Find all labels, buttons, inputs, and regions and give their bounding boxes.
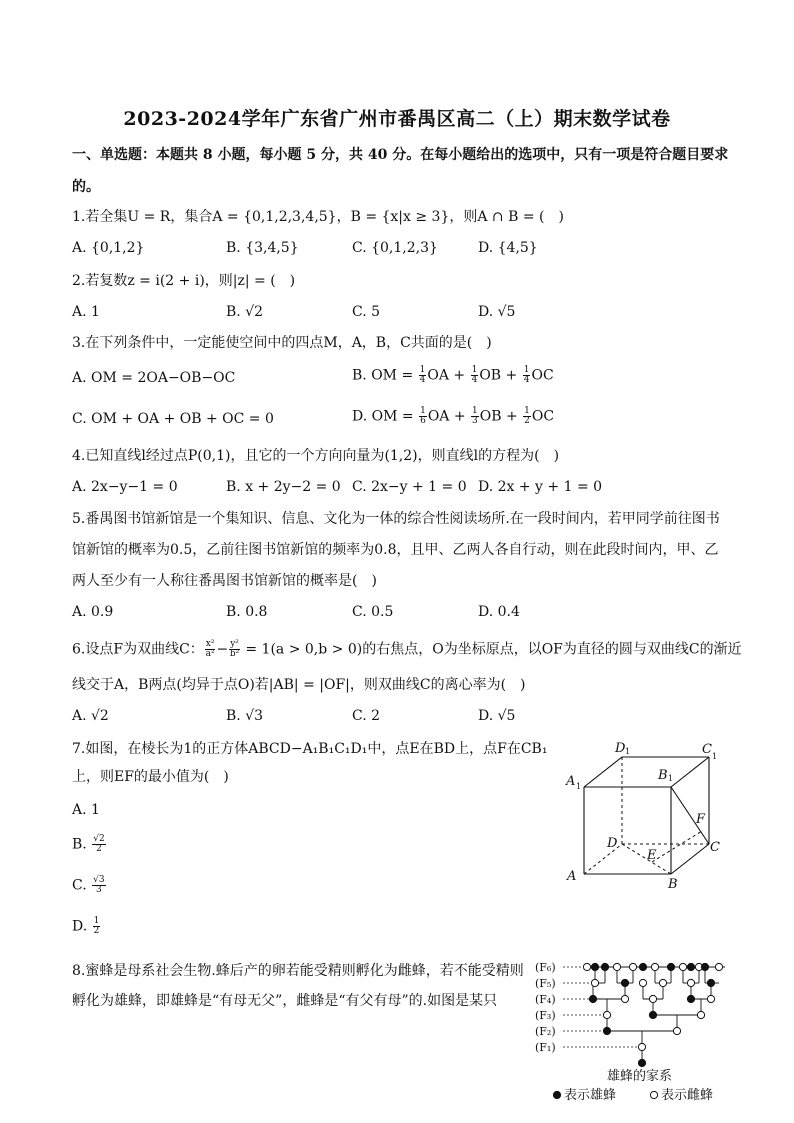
q1-option-a: A. {0,1,2} [72,240,145,256]
cube-edge-B1C1 [671,757,709,787]
q7-option-d [72,917,101,936]
q3-d-term-2: OB + [479,408,523,425]
cube-figure [560,735,730,895]
question-5-line-2: 馆新馆的概率为0.5，乙前往图书馆新馆的频率为0.8，且甲、乙两人各自行动，则在此段时间内，甲、乙 [72,542,719,558]
q6-option-d: D. √5 [478,708,516,724]
bee-top-10 [687,963,694,970]
bee-top-13 [715,963,722,970]
q3-d-frac-3: $\frac{1}{2}$ [524,406,530,426]
bee-f5-5 [707,995,714,1002]
bee-f6-5 [687,979,694,986]
legend-male-label: 表示雄蜂 [564,1088,617,1102]
q3-d-frac-1: $\frac{1}{6}$ [420,406,426,426]
q5-option-a: A. 0.9 [72,604,114,620]
cube-sub-C1: 1 [712,752,718,761]
cube-label-F: F [696,812,706,827]
segment-EF [652,831,702,862]
q3-d-term-1: OA + [427,408,471,425]
bee-f4-1 [603,1011,610,1018]
question-3-stem: 3.在下列条件中，一定能使空间中的四点M，A，B，C共面的是( ) [72,335,492,351]
q3-d-frac-2: $\frac{1}{3}$ [472,406,478,426]
q7-d-label: D. [72,918,88,935]
q5-option-b: B. 0.8 [226,604,268,620]
generation-label-f1: (F₁) [535,1041,556,1054]
question-6-line-2: 线交于A，B两点(均异于点O)若|AB| = |OF|，则双曲线C的离心率为( ) [72,677,526,693]
q3-d-prefix: D. OM = [352,408,419,425]
question-6-line-1: 6.设点F为双曲线C： $\frac{\text{x²}}{\text{a²}}$ − $\frac{\text{y²}}{\text{b²}}$ = 1(a > 0,b > 0)的右焦点，O为坐标原点，以OF为直径的圆与双曲线C的渐近 [72,639,742,659]
q7-d-frac: $\frac{1}{2}$ [93,916,100,936]
q6-line1-end: = 1(a > 0,b > 0)的右焦点，O为坐标原点，以OF为直径的圆与双曲线C的渐近 [240,641,742,658]
question-2-stem: 2.若复数z = i(2 + i)，则|z| = ( ) [72,273,296,289]
bee-f5-4 [687,995,694,1002]
q7-option-c [72,876,107,895]
generation-label-f4: (F₄) [535,993,556,1006]
bee-f6-4 [659,979,666,986]
cube-label-D: D [607,836,618,851]
q6-frac-x: $\frac{\text{x²}}{\text{a²}}$ [205,639,215,659]
cube-label-B1: B [658,768,668,783]
question-7-line-2: 上，则EF的最小值为( ) [72,769,229,785]
section-heading: 一、单选题：本题共 8 小题，每小题 5 分，共 40 分。在每小题给出的选项中，只有一项是符合题目要求 [72,147,729,163]
bee-f4-3 [697,1011,704,1018]
bee-f3-male [603,1027,610,1034]
cube-label-C: C [710,840,720,855]
cube-label-E: E [647,848,657,863]
bee-f6-2 [621,979,628,986]
q2-option-a: A. 1 [72,304,100,320]
q4-option-a: A. 2x−y−1 = 0 [72,479,178,495]
q3-d-term-3: OC [531,408,555,425]
generation-label-f2: (F₂) [535,1025,556,1038]
page-title: 2023-2024学年广东省广州市番禺区高二（上）期末数学试卷 [123,108,671,130]
bee-top-12 [701,963,708,970]
q3-option-c: C. OM + OA + OB + OC = 0 [72,411,274,427]
q3-b-frac-3: $\frac{1}{4}$ [523,365,530,385]
cube-label-A: A [567,869,577,884]
bee-top-3 [601,963,608,970]
cube-sub-B1: 1 [668,774,674,783]
bee-f3-female [673,1027,680,1034]
q4-option-c: C. 2x−y + 1 = 0 [352,479,467,495]
q3-b-frac-2: $\frac{1}{4}$ [471,365,478,385]
q6-option-a: A. √2 [72,708,109,724]
generation-label-f3: (F₃) [535,1009,556,1022]
bee-top-9 [679,963,686,970]
q6-option-b: B. √3 [226,708,264,724]
q3-b-prefix: B. OM = [352,367,418,384]
generation-label-f5: (F₅) [535,977,556,990]
question-4-stem: 4.已知直线l经过点P(0,1)，且它的一个方向向量为(1,2)，则直线l的方程为( ) [72,448,560,464]
bee-top-2 [591,963,598,970]
q6-line1-start: 6.设点F为双曲线C： [72,641,204,658]
q6-frac-y: $\frac{\text{y²}}{\text{b²}}$ [229,639,240,659]
q1-option-d: D. {4,5} [478,240,538,256]
section-heading-cont: 的。 [72,179,100,195]
q3-b-term-2: OB + [479,367,522,384]
q3-b-term-3: OC [531,367,554,384]
q3-option-d [352,407,554,426]
q3-option-b [352,366,554,385]
cube-sub-A1: 1 [576,782,582,791]
q2-option-c: C. 5 [352,304,381,320]
q7-b-label: B. [72,836,87,853]
q7-b-frac: $\frac{√2}{2}$ [93,834,105,854]
cube-sub-D1: 1 [625,747,631,756]
q5-option-d: D. 0.4 [478,604,520,620]
question-5-line-1: 5.番禺图书馆新馆是一个集知识、信息、文化为一体的综合性阅读场所.在一段时间内，若甲同学前往图书 [72,511,720,527]
bee-f2-female [638,1043,645,1050]
generation-label-f6: (F₆) [535,961,556,974]
bee-f6-3 [639,979,646,986]
q2-option-b: B. √2 [226,304,264,320]
legend-female-dot [650,1091,657,1098]
q7-c-frac: $\frac{√3}{3}$ [93,875,105,895]
legend-female-label: 表示雌蜂 [661,1088,714,1102]
cube-edge-A1D1 [584,757,622,787]
tree-caption: 雄蜂的家系 [607,1069,673,1084]
q4-option-b: B. x + 2y−2 = 0 [226,479,341,495]
q7-option-a: A. 1 [72,802,100,818]
q5-option-c: C. 0.5 [352,604,394,620]
bee-f6-6 [707,979,714,986]
bee-top-4 [613,963,620,970]
q2-option-d: D. √5 [478,304,516,320]
q1-option-b: B. {3,4,5} [226,240,299,256]
cube-label-B: B [668,877,678,892]
cube-label-A1: A [566,774,576,789]
cube-label-D1: D [615,741,626,756]
bee-top-5 [629,963,636,970]
bee-top-1 [583,963,590,970]
bee-f4-2 [649,1011,656,1018]
q1-option-c: C. {0,1,2,3} [352,240,438,256]
bee-f5-3 [649,995,656,1002]
q3-b-term-1: OA + [427,367,470,384]
q6-option-c: C. 2 [352,708,381,724]
bee-top-6 [639,963,646,970]
bee-family-tree [535,956,735,1102]
bee-top-8 [667,963,674,970]
q7-c-label: C. [72,877,87,894]
question-7-line-1: 7.如图，在棱长为1的正方体ABCD−A₁B₁C₁D₁中，点E在BD上，点F在CB₁ [72,741,548,757]
question-5-line-3: 两人至少有一人称往番禺图书馆新馆的概率是( ) [72,573,377,589]
cube-edge-BC [671,844,709,874]
bee-top-7 [651,963,658,970]
legend-male-dot [553,1091,560,1098]
q4-option-d: D. 2x + y + 1 = 0 [478,479,603,495]
q3-option-a: A. OM = 2OA−OB−OC [72,370,236,386]
bee-f5-1 [589,995,596,1002]
bee-f6-1 [591,979,598,986]
bee-f1-male [638,1059,645,1066]
bee-f5-2 [621,995,628,1002]
question-8-line-2: 孵化为雄蜂，即雄蜂是“有母无父”，雌蜂是“有父有母”的.如图是某只 [72,993,498,1009]
question-8-line-1: 8.蜜蜂是母系社会生物.蜂后产的卵若能受精则孵化为雌蜂，若不能受精则 [72,963,524,979]
cube-label-C1: C [702,742,712,757]
question-1-stem: 1.若全集U = R，集合A = {0,1,2,3,4,5}，B = {x|x ≥ 3}，则A ∩ B = ( ) [72,209,564,225]
q3-b-frac-1: $\frac{1}{4}$ [419,365,426,385]
q7-option-b [72,835,107,854]
